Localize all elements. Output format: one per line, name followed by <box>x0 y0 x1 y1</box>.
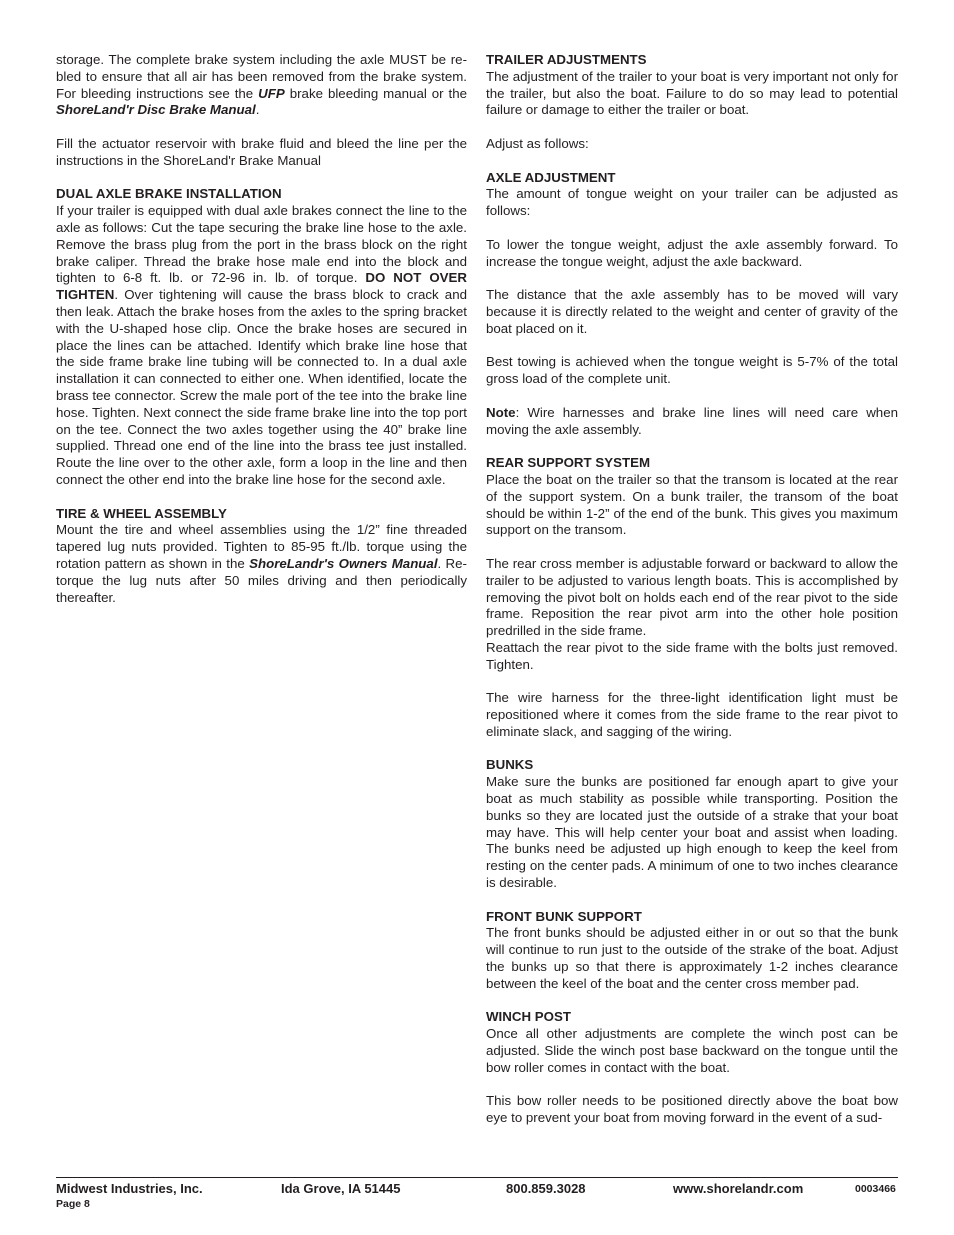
front-bunk-support-heading: FRONT BUNK SUPPORT <box>486 908 642 924</box>
owners-manual-title: ShoreLandr's Owners Manual <box>249 555 438 571</box>
axle-paragraph-4: Best towing is achieved when the tongue weight is 5-7% of the total gross load of the complete unit. <box>486 354 898 387</box>
footer-page-number: Page 8 <box>56 1198 90 1210</box>
rear-support-paragraph-3: Reattach the rear pivot to the side frame with the bolts just removed. Tighten. <box>486 639 898 672</box>
axle-adjustment-heading: AXLE ADJUSTMENT <box>486 169 616 185</box>
rear-support-paragraph-4: The wire harness for the three-light identification light must be repositioned where it comes from the side frame to the rear pivot to eliminate slack, and sagging of the wiring. <box>486 690 898 739</box>
actuator-reservoir-paragraph: Fill the actuator reservoir with brake fluid and bleed the line per the instructions in the ShoreLand'r Brake Manual <box>56 135 467 168</box>
bunks-section <box>486 757 898 891</box>
page-footer <box>56 1181 898 1215</box>
rear-support-section <box>486 455 898 741</box>
do-not-over-tighten-warning: DO NOT OVER TIGHTEN <box>56 270 467 303</box>
rear-support-paragraph-1: Place the boat on the trailer so that the transom is located at the rear of the support system. On a bunk trailer, the transom of the boat should be within 1-2” of the end of the bunk. This gives you maximum support on the transom. <box>486 471 898 538</box>
trailer-adjustments-heading: TRAILER ADJUSTMENTS <box>486 52 647 67</box>
disc-brake-manual-title: ShoreLand'r Disc Brake Manual <box>56 102 256 118</box>
winch-post-heading: WINCH POST <box>486 1009 571 1025</box>
footer-website: www.shorelandr.com <box>673 1181 804 1196</box>
left-column <box>56 52 467 623</box>
footer-phone: 800.859.3028 <box>506 1181 586 1196</box>
trailer-adjustments-section <box>486 52 898 153</box>
axle-paragraph-1: The amount of tongue weight on your trailer can be adjusted as follows: <box>486 186 898 219</box>
front-bunk-support-paragraph: The front bunks should be adjusted either in or out so that the bunk will continue to run just to the outside of the strake of the boat. Adjust the bunks up so that there is approximately 1-2 inches clearance between the keel of the boat and the center cross member pad. <box>486 925 898 991</box>
tire-wheel-section <box>56 506 467 607</box>
winch-post-paragraph-2: This bow roller needs to be positioned directly above the boat bow eye to prevent your boat from moving forward in the event of a sud- <box>486 1093 898 1126</box>
footer-city: Ida Grove, IA 51445 <box>281 1181 401 1196</box>
winch-post-section <box>486 1009 898 1127</box>
dual-axle-section <box>56 186 467 488</box>
rear-support-heading: REAR SUPPORT SYSTEM <box>486 455 651 471</box>
winch-post-paragraph-1: Once all other adjustments are complete the winch post can be adjusted. Slide the winch post base backward on the tongue until the bow roller comes in contact with the boat. <box>486 1026 898 1075</box>
tire-wheel-heading: TIRE & WHEEL ASSEMBLY <box>56 505 227 521</box>
front-bunk-support-section <box>486 909 898 993</box>
bunks-paragraph: Make sure the bunks are positioned far enough apart to give your boat as much stability as possible while transporting. Position the bunks so they are located just the outside of a strake that your boat may have. This will help center your boat and assist when loading. The bunks need be adjusted up high enough to keep the keel from resting on the center pads. A minimum of one to two inches clearance is desirable. <box>486 774 898 891</box>
axle-note: Note: Wire harnesses and brake line lines will need care when moving the axle assembly. <box>486 404 898 437</box>
brake-bleed-paragraph: storage. The complete brake system including the axle MUST be re-bled to ensure that all air has been removed from the brake system. For bleeding instructions see the UFP brake bleeding manual or the ShoreLand'r Disc Brake Manual. <box>56 52 468 118</box>
note-label: Note <box>486 404 516 420</box>
footer-doc-code: 0003466 <box>855 1183 896 1195</box>
rear-support-paragraph-2: The rear cross member is adjustable forward or backward to allow the trailer to be adjusted to various length boats. This is accomplished by removing the pivot bolt on holds each end of the rear pivot to the side frame. Reposition the rear pivot arm into the other hole position predrilled in the side frame. <box>486 555 898 639</box>
adjust-as-follows-paragraph: Adjust as follows: <box>486 135 589 151</box>
footer-divider <box>56 1177 898 1178</box>
axle-adjustment-section <box>486 170 898 439</box>
dual-axle-heading: DUAL AXLE BRAKE INSTALLATION <box>56 186 282 202</box>
ufp-term: UFP <box>258 85 285 101</box>
dual-axle-paragraph: If your trailer is equipped with dual axle brakes connect the line to the axle as follows: Cut the tape securing the brake line hose to the axle. Remove the brass plug from the port in the brass block on the right brake caliper. Thread the brake hose male end into the block and tighten to 6-8 ft. lb. or 72-96 in. lb. of torque. DO NOT OVER TIGHTEN. Over tightening will cause the brass block to crack and then leak. Attach the brake hoses from the axles to the spring bracket with the U-shaped hose clip. Once the brake hoses are secured in place the lines can be attached. Identify which brake line hose that the side frame brake line tubing will be connected to. In a dual axle installation it can connected to either one. When identified, locate the brass tee connector. Screw the male port of the tee into the brake line hose. Tighten. Next connect the side frame brake line into the top port on the tee. Connect the two axles together using the 40” brake line supplied. Thread one end of the line into the brass tee just installed. Route the line over to the other axle, form a loop in the line and then connect the other end into the brake line hose for the second axle. <box>56 203 467 487</box>
tire-wheel-paragraph: Mount the tire and wheel assemblies using the 1/2” fine threaded tapered lug nuts provided. Tighten to 85-95 ft./lb. torque using the rotation pattern as shown in the ShoreLandr's Owners Manual. Re-torque the lug nuts after 50 miles driving and then periodically thereafter. <box>56 522 467 605</box>
axle-paragraph-3: The distance that the axle assembly has to be moved will vary because it is directly related to the weight and center of gravity of the boat placed on it. <box>486 287 898 336</box>
bunks-heading: BUNKS <box>486 757 534 773</box>
right-column <box>486 52 898 1144</box>
trailer-adjustments-paragraph: The adjustment of the trailer to your boat is very important not only for the trailer, but also the boat. Failure to do so may lead to potential failure or damage to either the trailer or boat. <box>486 68 898 118</box>
footer-company: Midwest Industries, Inc. <box>56 1181 203 1196</box>
axle-paragraph-2: To lower the tongue weight, adjust the axle assembly forward. To increase the tongue weight, adjust the axle backward. <box>486 236 898 269</box>
